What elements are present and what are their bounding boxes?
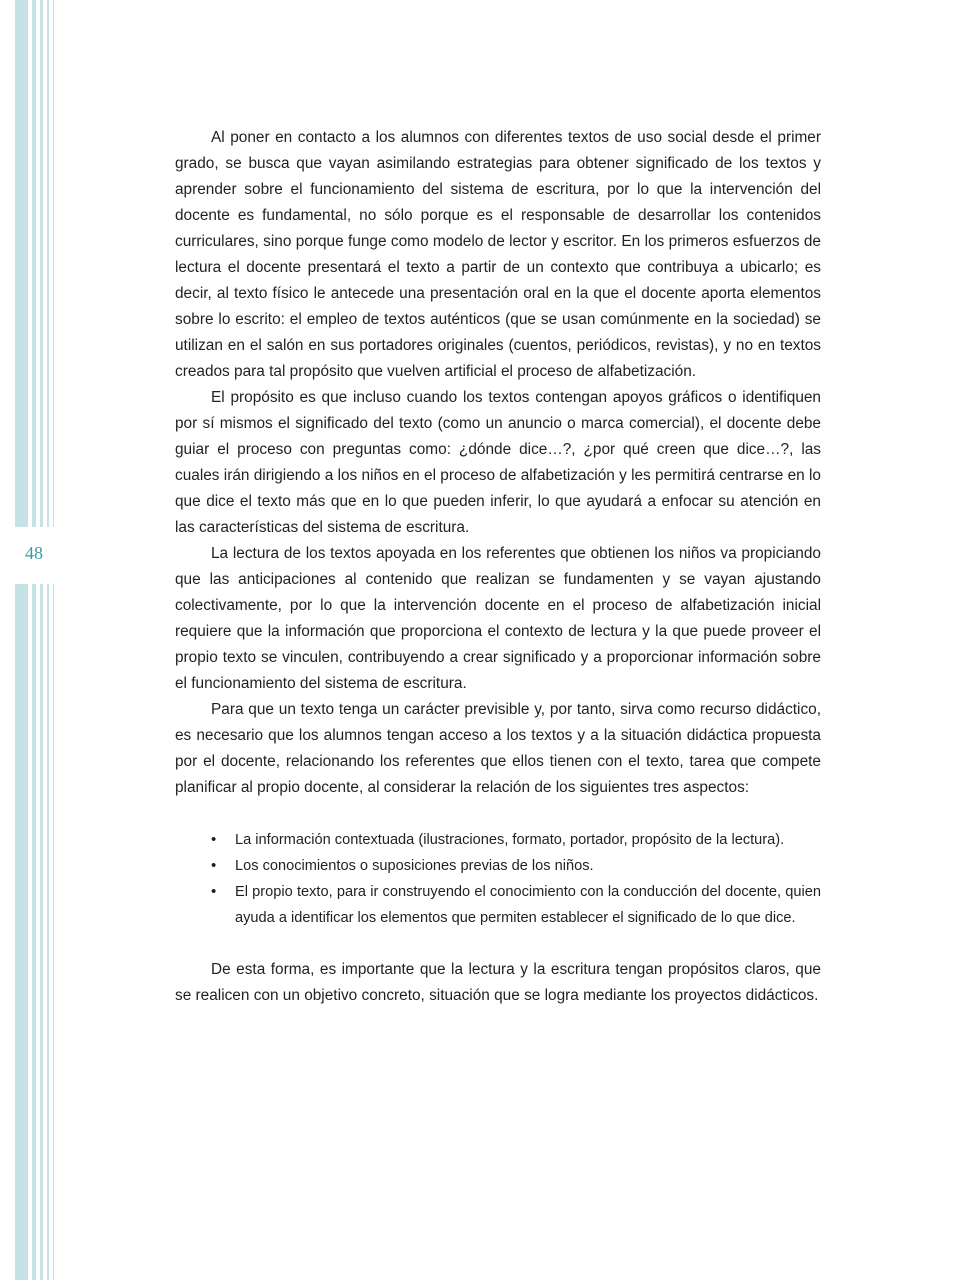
closing-paragraph: De esta forma, es importante que la lectura y la escritura tengan propósitos claros, que se realicen con un objetivo concreto, situación que se logra mediante los proyectos didácticos. [175, 961, 821, 1004]
list-item [175, 879, 821, 931]
stripes-lower [0, 584, 60, 1280]
list-item-text: Los conocimientos o suposiciones previas de los niños. [235, 858, 594, 874]
margin-stripes [0, 0, 60, 1280]
bullet-icon: • [211, 857, 217, 874]
paragraph: El propósito es que incluso cuando los textos contengan apoyos gráficos o identifiquen por sí mismos el significado del texto (como un anuncio o marca comercial), el docente debe guiar el proceso con preguntas como: ¿dónde dice…?, ¿por qué creen que dice…?, las cuales irán dirigiendo a los niños en el proceso de alfabetización y les permitirá centrarse en lo que dice el texto más que en lo que pueden inferir, lo que ayudará a enfocar su atención en las características del sistema de escritura. [175, 389, 821, 536]
stripes-upper [0, 0, 60, 527]
list-item-text: La información contextuada (ilustraciones, formato, portador, propósito de la lectura). [235, 832, 785, 848]
bullet-icon: • [211, 883, 217, 900]
paragraph: Para que un texto tenga un carácter previsible y, por tanto, sirva como recurso didáctico, es necesario que los alumnos tengan acceso a los textos y a la situación didáctica propuesta por el docente, relacionando los referentes que ellos tienen con el texto, tarea que compete planificar al propio docente, al considerar la relación de los siguientes tres aspectos: [175, 701, 821, 796]
paragraph: La lectura de los textos apoyada en los referentes que obtienen los niños va propiciando que las anticipaciones al contenido que realizan se fundamenten y se vayan ajustando colectivamente, por lo que la intervención docente en el proceso de alfabetización inicial requiere que la información que proporciona el contexto de lectura y la que puede proveer el propio texto se vinculen, contribuyendo a crear significado y a proporcionar información sobre el funcionamiento del sistema de escritura. [175, 545, 821, 692]
paragraph: Al poner en contacto a los alumnos con diferentes textos de uso social desde el primer grado, se busca que vayan asimilando estrategias para obtener significado de los textos y aprender sobre el funcionamiento del sistema de escritura, por lo que la intervención del docente es fundamental, no sólo porque es el responsable de desarrollar los contenidos curriculares, sino porque funge como modelo de lector y escritor. En los primeros esfuerzos de lectura el docente presentará el texto a partir de un contexto que contribuya a ubicarlo; es decir, al texto físico le antecede una presentación oral en la que el docente aporta elementos sobre lo escrito: el empleo de textos auténticos (que se usan comúnmente en la sociedad) se utilizan en el salón en sus portadores originales (cuentos, periódicos, revistas), y no en textos creados para tal propósito que vuelven artificial el proceso de alfabetización. [175, 129, 821, 380]
page-number: 48 [25, 543, 43, 563]
bullet-icon: • [211, 831, 217, 848]
body-text [175, 125, 821, 1009]
list-item [175, 827, 821, 853]
list-item-text: El propio texto, para ir construyendo el conocimiento con la conducción del docente, quien ayuda a identificar los elementos que permiten establecer el significado de lo que dice. [235, 884, 821, 926]
bullet-list [175, 827, 821, 931]
list-item [175, 853, 821, 879]
